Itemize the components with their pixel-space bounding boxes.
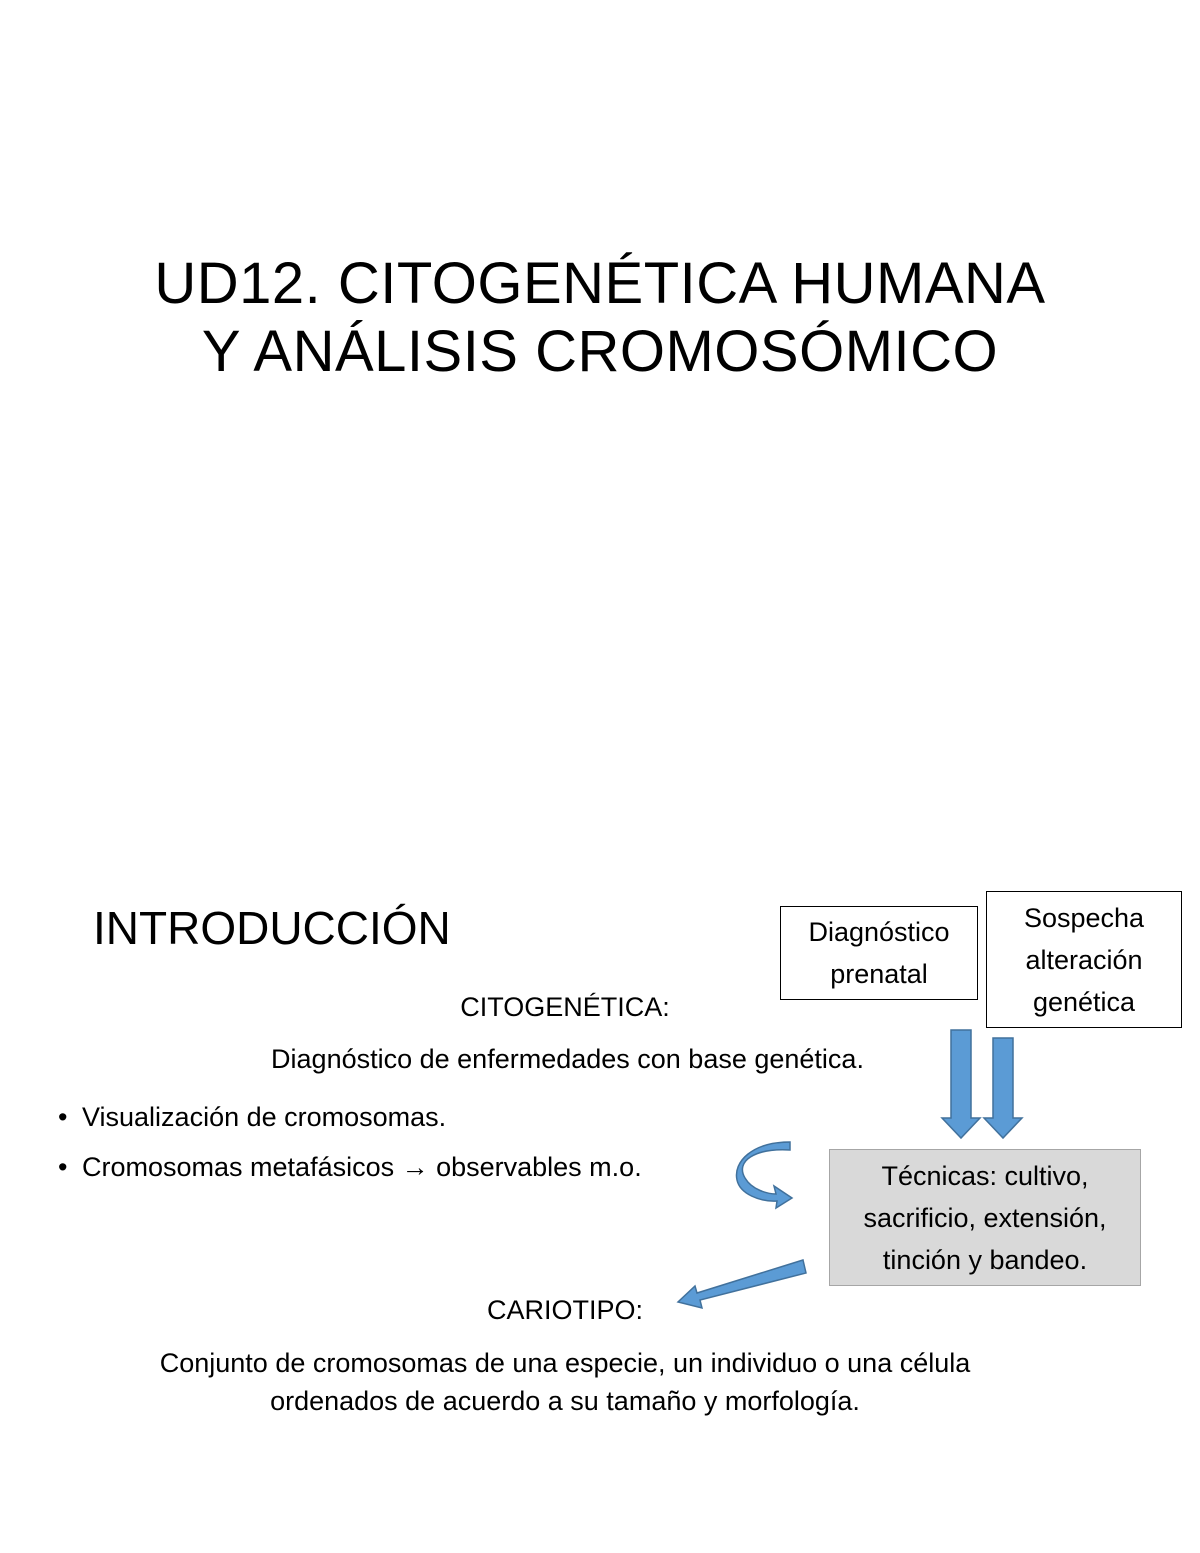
bullet-item: • Cromosomas metafásicos → observables m.o.: [58, 1142, 642, 1192]
box-tecnicas-line-2: sacrificio, extensión,: [863, 1202, 1107, 1233]
bullet-item: • Visualización de cromosomas.: [58, 1092, 642, 1142]
box-prenatal-line-1: Diagnóstico: [808, 917, 950, 947]
title-line-1: UD12. CITOGENÉTICA HUMANA: [154, 251, 1046, 316]
box-tecnicas-line-3: tinción y bandeo.: [882, 1244, 1088, 1275]
box-prenatal-line-2: prenatal: [830, 959, 928, 989]
intro-slide: [0, 776, 1200, 1553]
sospecha-alteracion-box: [986, 891, 1182, 1028]
cariotipo-label: CARIOTIPO:: [486, 1295, 643, 1325]
slide-title: [0, 250, 1200, 386]
box-sospecha-line-2: alteración: [1025, 944, 1143, 975]
title-line-2: Y ANÁLISIS CROMOSÓMICO: [201, 319, 999, 384]
diagnostico-prenatal-box: [780, 906, 978, 1000]
citogenetica-label: CITOGENÉTICA:: [460, 992, 670, 1022]
bullet-list: [58, 1092, 642, 1192]
box-sospecha-line-3: genética: [1032, 986, 1136, 1017]
tecnicas-box: [829, 1149, 1141, 1286]
intro-heading: INTRODUCCIÓN: [93, 902, 451, 954]
title-slide: [0, 0, 1200, 776]
down-arrow-right-icon: [984, 1038, 1022, 1138]
cariotipo-desc-line-1: Conjunto de cromosomas de una especie, un individuo o una célula: [159, 1348, 971, 1378]
curved-arrow-icon: [736, 1142, 792, 1208]
box-tecnicas-line-1: Técnicas: cultivo,: [881, 1160, 1089, 1191]
box-sospecha-line-1: Sospecha: [1023, 902, 1145, 933]
cariotipo-description: [40, 1344, 1090, 1420]
cariotipo-desc-line-2: ordenados de acuerdo a su tamaño y morfología.: [270, 1386, 860, 1416]
citogenetica-description: Diagnóstico de enfermedades con base genética.: [271, 1044, 864, 1074]
